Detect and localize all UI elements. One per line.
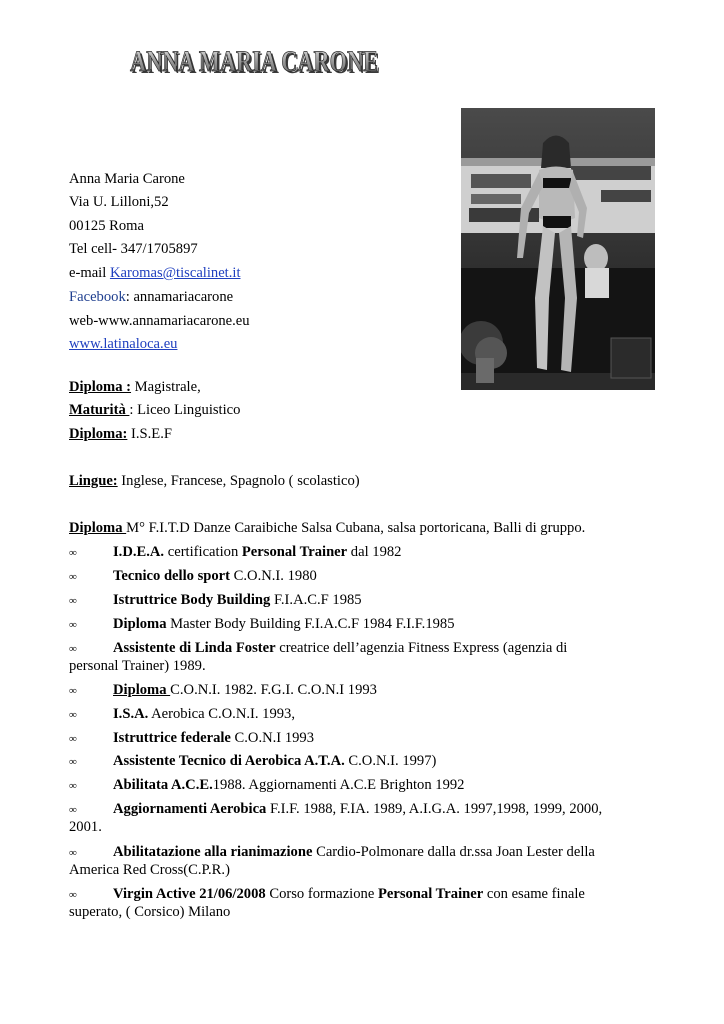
certification-title: Personal Trainer bbox=[377, 886, 484, 902]
certification-detail: F.I.A.C.F 1985 bbox=[270, 592, 362, 608]
certification-detail: Corso formazione bbox=[265, 886, 378, 902]
certification-detail: C.O.N.I. 1982. F.G.I. C.O.N.I 1993 bbox=[170, 682, 377, 698]
certification-continuation: superato, ( Corsico) Milano bbox=[69, 904, 231, 920]
profile-photo bbox=[461, 108, 655, 390]
intro-label: Diploma bbox=[69, 520, 127, 536]
certification-title: Tecnico dello sport bbox=[113, 568, 231, 584]
certification-title: I.S.A. bbox=[113, 706, 149, 722]
diploma2-value: I.S.E.F bbox=[127, 426, 172, 442]
contact-phone: Tel cell- 347/1705897 bbox=[69, 241, 198, 257]
certification-text bbox=[113, 800, 602, 818]
certification-title: Diploma bbox=[113, 682, 171, 698]
contact-city: 00125 Roma bbox=[69, 218, 144, 234]
email-link[interactable]: Karomas@tiscalinet.it bbox=[109, 265, 241, 281]
education-diploma bbox=[69, 378, 201, 396]
education-maturita bbox=[69, 401, 240, 419]
certification-detail: C.O.N.I. 1980 bbox=[230, 568, 317, 584]
bullet-symbol: ∞ bbox=[69, 889, 77, 901]
certification-title: Abilitata A.C.E. bbox=[113, 777, 213, 793]
certification-text bbox=[113, 752, 436, 770]
bullet-symbol: ∞ bbox=[69, 685, 77, 697]
certification-text bbox=[113, 729, 314, 747]
diploma-value: Magistrale, bbox=[131, 379, 201, 395]
certification-title: I.D.E.A. bbox=[113, 544, 165, 560]
maturita-label: Maturità bbox=[69, 402, 130, 418]
certification-detail: con esame finale bbox=[483, 886, 585, 902]
bullet-symbol: ∞ bbox=[69, 804, 77, 816]
email-label: e-mail bbox=[69, 265, 110, 281]
maturita-value: : Liceo Linguistico bbox=[129, 402, 241, 418]
certification-detail: certification bbox=[164, 544, 242, 560]
title-text: ANNA MARIA CARONE bbox=[130, 45, 378, 78]
site-link-row bbox=[69, 335, 177, 353]
bullet-symbol: ∞ bbox=[69, 643, 77, 655]
certification-title: Assistente di Linda Foster bbox=[113, 640, 276, 656]
contact-email-row bbox=[69, 264, 241, 282]
bullet-symbol: ∞ bbox=[69, 733, 77, 745]
certification-detail: Aerobica C.O.N.I. 1993, bbox=[148, 706, 296, 722]
certification-text bbox=[113, 885, 585, 903]
education-diploma-isef bbox=[69, 425, 172, 443]
title-shadow: ANNA MARIA CARONE bbox=[132, 47, 380, 80]
diploma-label: Diploma : bbox=[69, 379, 132, 395]
certification-text bbox=[113, 843, 595, 861]
certification-title: Aggiornamenti Aerobica bbox=[113, 801, 267, 817]
contact-name: Anna Maria Carone bbox=[69, 171, 185, 187]
bullet-symbol: ∞ bbox=[69, 595, 77, 607]
certifications-intro bbox=[69, 519, 585, 537]
languages-row bbox=[69, 472, 360, 490]
certification-detail: C.O.N.I. 1997) bbox=[344, 753, 437, 769]
bullet-symbol: ∞ bbox=[69, 547, 77, 559]
certification-detail: C.O.N.I 1993 bbox=[230, 730, 315, 746]
certification-detail: Cardio-Polmonare dalla dr.ssa Joan Lester della bbox=[312, 844, 595, 860]
bullet-symbol: ∞ bbox=[69, 780, 77, 792]
certification-title: Personal Trainer bbox=[241, 544, 348, 560]
site-link[interactable]: www.latinaloca.eu bbox=[69, 336, 178, 352]
certification-text bbox=[113, 567, 317, 585]
bullet-symbol: ∞ bbox=[69, 847, 77, 859]
certification-detail: creatrice dell’agenzia Fitness Express (agenzia di bbox=[275, 640, 568, 656]
certification-text bbox=[113, 681, 377, 699]
certification-detail: 1988. Aggiornamenti A.C.E Brighton 1992 bbox=[212, 777, 465, 793]
certification-continuation: personal Trainer) 1989. bbox=[69, 658, 206, 674]
facebook-value: : annamariacarone bbox=[125, 289, 234, 305]
certification-title: Istruttrice federale bbox=[113, 730, 231, 746]
certification-continuation: 2001. bbox=[69, 819, 102, 835]
certification-title: Diploma bbox=[113, 616, 167, 632]
languages-label: Lingue: bbox=[69, 473, 118, 489]
bullet-symbol: ∞ bbox=[69, 709, 77, 721]
certification-text bbox=[113, 543, 401, 561]
certification-detail: dal 1982 bbox=[347, 544, 402, 560]
certification-detail: F.I.F. 1988, F.IA. 1989, A.I.G.A. 1997,1998, 1999, 2000, bbox=[266, 801, 603, 817]
certification-title: Assistente Tecnico di Aerobica A.T.A. bbox=[113, 753, 345, 769]
certification-continuation: America Red Cross(C.P.R.) bbox=[69, 862, 230, 878]
certification-title: Virgin Active 21/06/2008 bbox=[113, 886, 266, 902]
contact-address: Via U. Lilloni,52 bbox=[69, 194, 169, 210]
certification-text bbox=[113, 615, 455, 633]
contact-web: web-www.annamariacarone.eu bbox=[69, 313, 250, 329]
certification-text bbox=[113, 705, 295, 723]
bullet-symbol: ∞ bbox=[69, 619, 77, 631]
bullet-symbol: ∞ bbox=[69, 756, 77, 768]
intro-value: M° F.I.T.D Danze Caraibiche Salsa Cubana, salsa portoricana, Balli di gruppo. bbox=[126, 520, 586, 536]
facebook-label: Facebook bbox=[69, 289, 126, 305]
certification-text bbox=[113, 591, 362, 609]
languages-value: Inglese, Francese, Spagnolo ( scolastico) bbox=[117, 473, 360, 489]
certification-title: Istruttrice Body Building bbox=[113, 592, 271, 608]
page-title bbox=[128, 40, 384, 80]
certification-text bbox=[113, 776, 464, 794]
diploma2-label: Diploma: bbox=[69, 426, 128, 442]
certification-title: Abilitatazione alla rianimazione bbox=[113, 844, 313, 860]
certification-detail: Master Body Building F.I.A.C.F 1984 F.I.F.1985 bbox=[166, 616, 455, 632]
bullet-symbol: ∞ bbox=[69, 571, 77, 583]
contact-facebook-row bbox=[69, 288, 233, 306]
certification-text bbox=[113, 639, 567, 657]
